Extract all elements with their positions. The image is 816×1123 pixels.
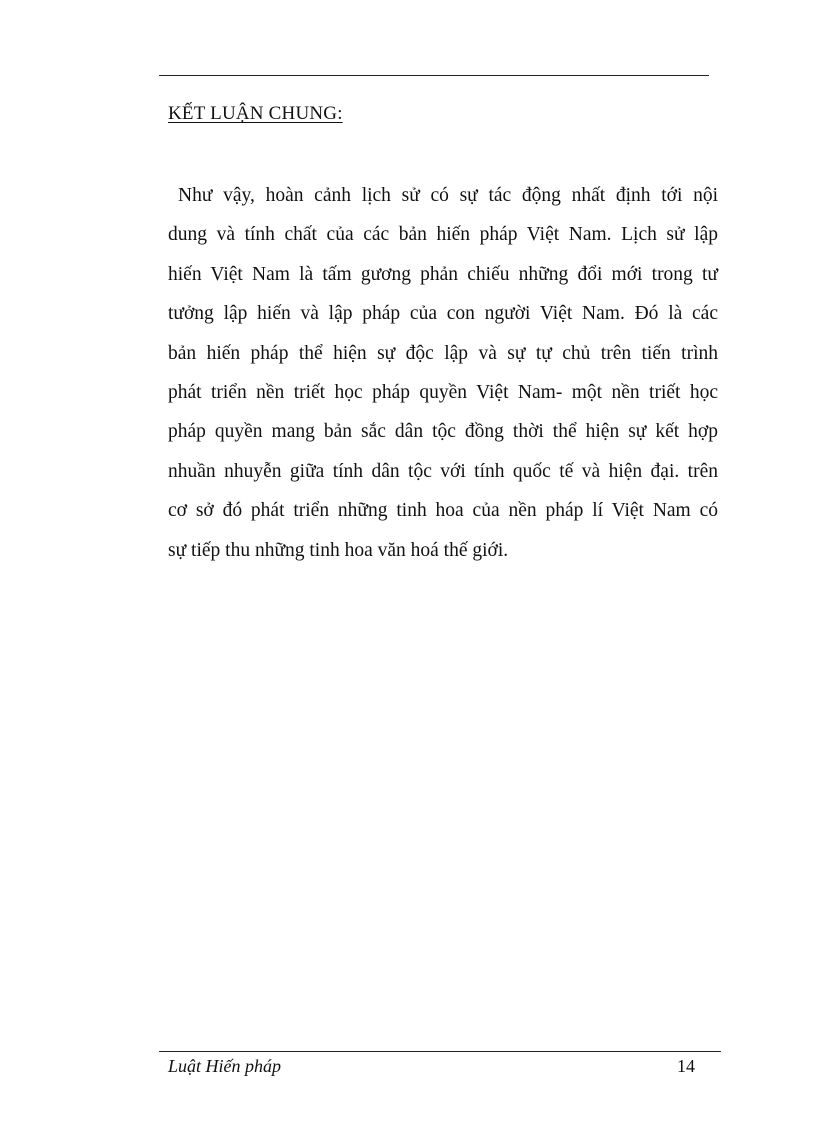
paragraph-line: Như vậy, hoàn cảnh lịch sử có sự tác động nhất định tới nội: [178, 185, 718, 206]
paragraph-line: nhuần nhuyễn giữa tính dân tộc với tính quốc tế và hiện đại. trên: [168, 460, 718, 482]
paragraph-line: sự tiếp thu những tinh hoa văn hoá thế giới.: [168, 539, 509, 561]
paragraph-line: hiến Việt Nam là tấm gương phản chiếu những đổi mới trong tư: [168, 263, 718, 285]
footer-title: Luật Hiến pháp: [168, 1056, 282, 1076]
section-heading: KẾT LUẬN CHUNG:: [168, 103, 343, 124]
paragraph-line: cơ sở đó phát triển những tinh hoa của nền pháp lí Việt Nam có: [168, 500, 718, 522]
conclusion-paragraph: [168, 180, 718, 574]
paragraph-line: bản hiến pháp thể hiện sự độc lập và sự tự chủ trên tiến trình: [168, 342, 718, 364]
page-number: 14: [677, 1056, 695, 1076]
paragraph-line: pháp quyền mang bản sắc dân tộc đồng thời thể hiện sự kết hợp: [168, 421, 718, 443]
footer-rule: [159, 1051, 721, 1052]
paragraph-line: tưởng lập hiến và lập pháp của con người Việt Nam. Đó là các: [168, 303, 718, 325]
paragraph-line: dung và tính chất của các bản hiến pháp Việt Nam. Lịch sử lập: [168, 224, 718, 246]
header-rule: [159, 75, 709, 76]
paragraph-line: phát triển nền triết học pháp quyền Việt Nam- một nền triết học: [168, 381, 718, 403]
